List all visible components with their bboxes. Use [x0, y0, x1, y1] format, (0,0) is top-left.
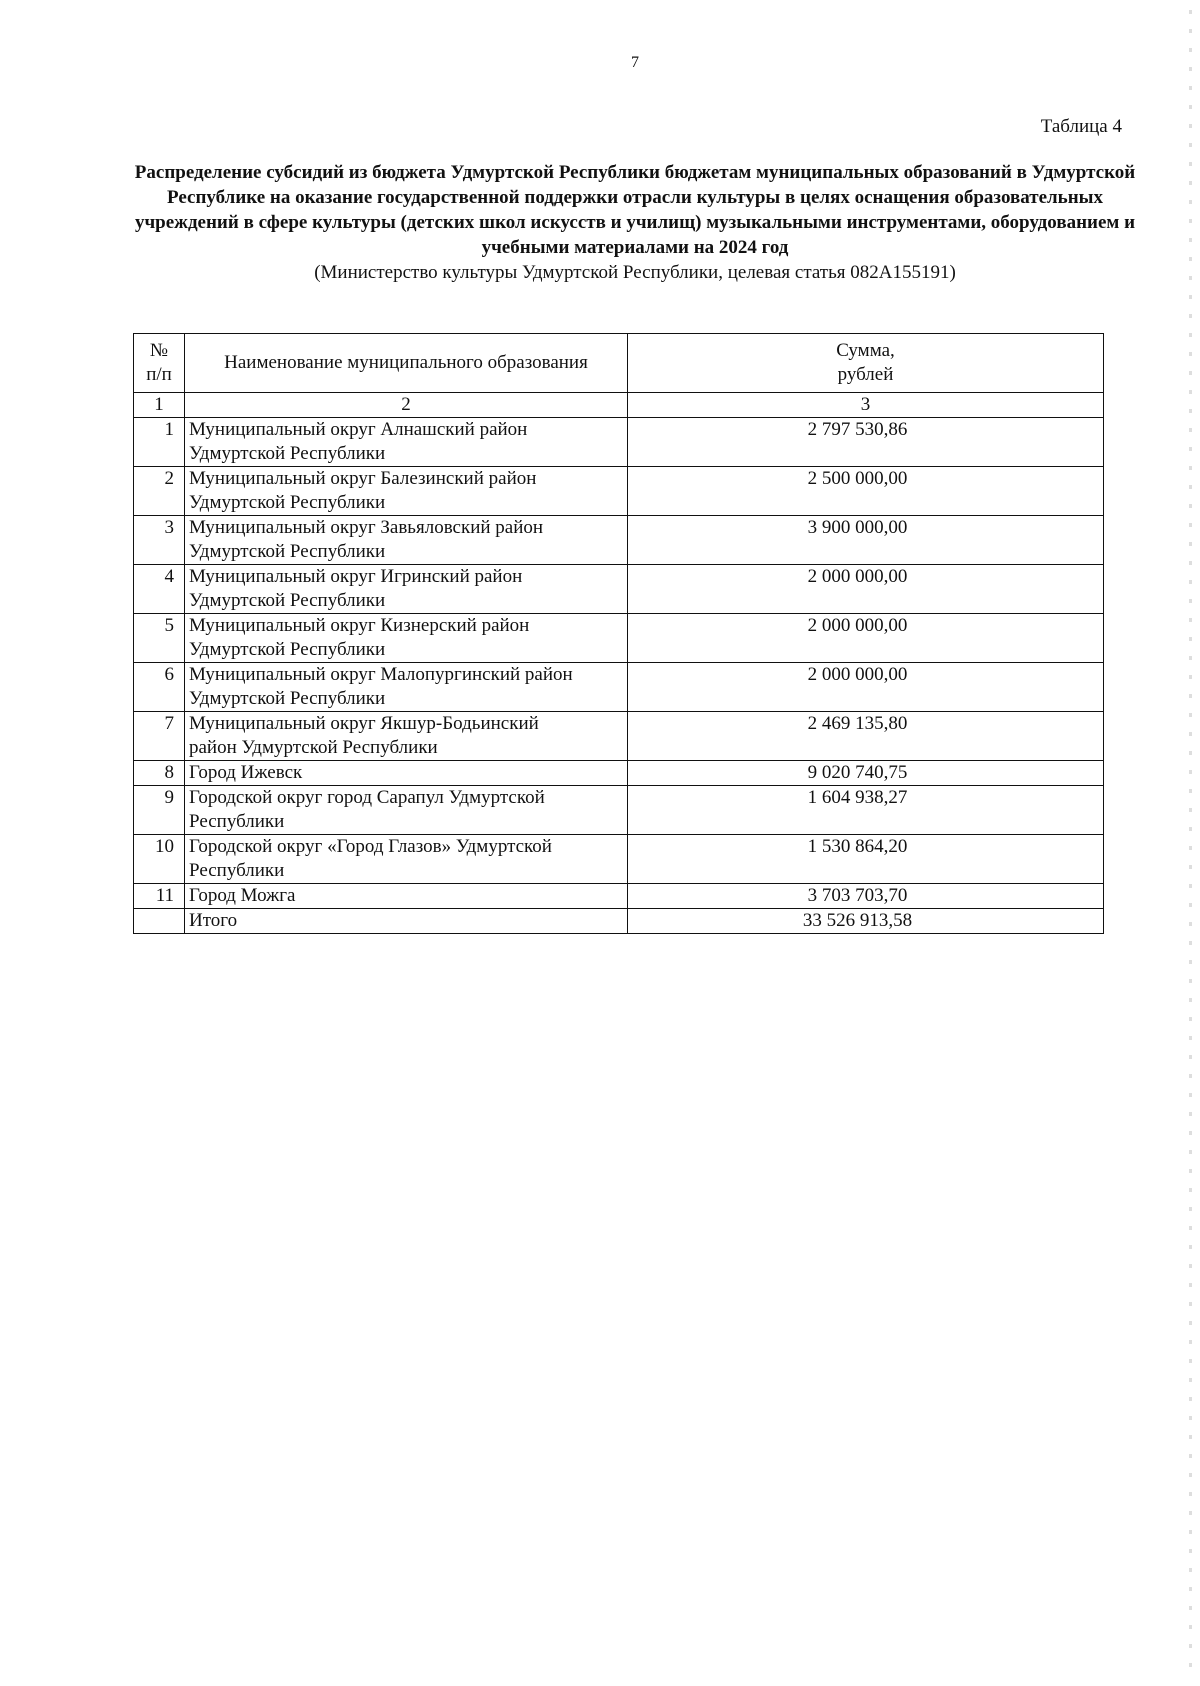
- row-name: [185, 835, 628, 884]
- index-col-2: 2: [185, 393, 628, 418]
- row-name-line2: Удмуртской Республики: [189, 639, 386, 660]
- table-row: [134, 516, 1104, 565]
- row-num: 8: [134, 761, 185, 786]
- total-row: [134, 909, 1104, 934]
- row-name: [185, 516, 628, 565]
- document-title: [130, 160, 1140, 285]
- header-num-line1: №: [149, 340, 169, 361]
- table-row: [134, 565, 1104, 614]
- table-header-row: [134, 334, 1104, 393]
- row-name: [185, 761, 628, 786]
- row-name-line1: Город Ижевск: [189, 762, 303, 783]
- table-row: [134, 467, 1104, 516]
- row-name-line2: Удмуртской Республики: [189, 492, 386, 513]
- header-num-line2: п/п: [146, 364, 172, 385]
- scan-edge-artifact: [1189, 10, 1192, 1670]
- row-name-line1: Городской округ «Город Глазов» Удмуртской: [189, 836, 552, 857]
- row-name: [185, 467, 628, 516]
- row-name-line2: Республики: [189, 860, 285, 881]
- row-sum: 2 000 000,00: [628, 565, 1104, 614]
- row-name-line1: Муниципальный округ Алнашский район: [189, 419, 528, 440]
- header-sum-line2: рублей: [837, 364, 894, 385]
- index-col-1: 1: [134, 393, 185, 418]
- table-label: Таблица 4: [1040, 116, 1122, 137]
- table-row: [134, 418, 1104, 467]
- row-sum: 3 900 000,00: [628, 516, 1104, 565]
- title-main: Распределение субсидий из бюджета Удмуртской Республики бюджетам муниципальных образований в Удмуртской Республике на оказание государственной поддержки отрасли культуры в целях оснащения образовательных учреждений в сфере культуры (детских школ искусств и училищ) музыкальными инструментами, оборудованием и учебными материалами на 2024 год: [134, 162, 1136, 258]
- row-name: [185, 786, 628, 835]
- row-name: [185, 565, 628, 614]
- row-name: [185, 418, 628, 467]
- row-name-line1: Муниципальный округ Завьяловский район: [189, 517, 544, 538]
- row-num: 6: [134, 663, 185, 712]
- index-col-3: 3: [628, 393, 1104, 418]
- row-name-line1: Муниципальный округ Якшур-Бодьинский: [189, 713, 539, 734]
- page-number: 7: [631, 54, 639, 71]
- row-num: 4: [134, 565, 185, 614]
- row-sum: 3 703 703,70: [628, 884, 1104, 909]
- row-num: 1: [134, 418, 185, 467]
- row-name-line1: Муниципальный округ Балезинский район: [189, 468, 537, 489]
- row-name-line2: Удмуртской Республики: [189, 590, 386, 611]
- row-name: [185, 663, 628, 712]
- table-row: [134, 761, 1104, 786]
- row-name: [185, 712, 628, 761]
- column-index-row: [134, 393, 1104, 418]
- row-name-line2: район Удмуртской Республики: [189, 737, 438, 758]
- header-sum: [628, 334, 1104, 393]
- row-sum: 2 000 000,00: [628, 663, 1104, 712]
- subsidy-table: [133, 333, 1104, 934]
- title-subtitle: (Министерство культуры Удмуртской Республики, целевая статья 082A155191): [314, 262, 956, 283]
- table-row: [134, 663, 1104, 712]
- row-sum: 2 469 135,80: [628, 712, 1104, 761]
- row-num: 9: [134, 786, 185, 835]
- row-name-line1: Муниципальный округ Малопургинский район: [189, 664, 573, 685]
- row-name-line1: Городской округ город Сарапул Удмуртской: [189, 787, 545, 808]
- row-name-line1: Муниципальный округ Игринский район: [189, 566, 523, 587]
- row-num: 11: [134, 884, 185, 909]
- row-name: [185, 614, 628, 663]
- row-name-line2: Удмуртской Республики: [189, 443, 386, 464]
- total-num-cell: [134, 909, 185, 934]
- total-sum: 33 526 913,58: [628, 909, 1104, 934]
- row-sum: 2 000 000,00: [628, 614, 1104, 663]
- row-num: 2: [134, 467, 185, 516]
- row-name-line1: Муниципальный округ Кизнерский район: [189, 615, 530, 636]
- row-num: 3: [134, 516, 185, 565]
- table-row: [134, 614, 1104, 663]
- row-num: 5: [134, 614, 185, 663]
- table-row: [134, 884, 1104, 909]
- row-name-line1: Город Можга: [189, 885, 296, 906]
- row-name-line2: Удмуртской Республики: [189, 541, 386, 562]
- header-num: [134, 334, 185, 393]
- row-sum: 1 530 864,20: [628, 835, 1104, 884]
- row-name-line2: Удмуртской Республики: [189, 688, 386, 709]
- total-label: Итого: [185, 909, 628, 934]
- header-sum-line1: Сумма,: [836, 340, 895, 361]
- row-sum: 2 797 530,86: [628, 418, 1104, 467]
- header-name: Наименование муниципального образования: [185, 334, 628, 393]
- row-num: 7: [134, 712, 185, 761]
- row-name-line2: Республики: [189, 811, 285, 832]
- row-sum: 9 020 740,75: [628, 761, 1104, 786]
- table-row: [134, 835, 1104, 884]
- row-sum: 2 500 000,00: [628, 467, 1104, 516]
- table-row: [134, 712, 1104, 761]
- row-name: [185, 884, 628, 909]
- row-num: 10: [134, 835, 185, 884]
- row-sum: 1 604 938,27: [628, 786, 1104, 835]
- table-row: [134, 786, 1104, 835]
